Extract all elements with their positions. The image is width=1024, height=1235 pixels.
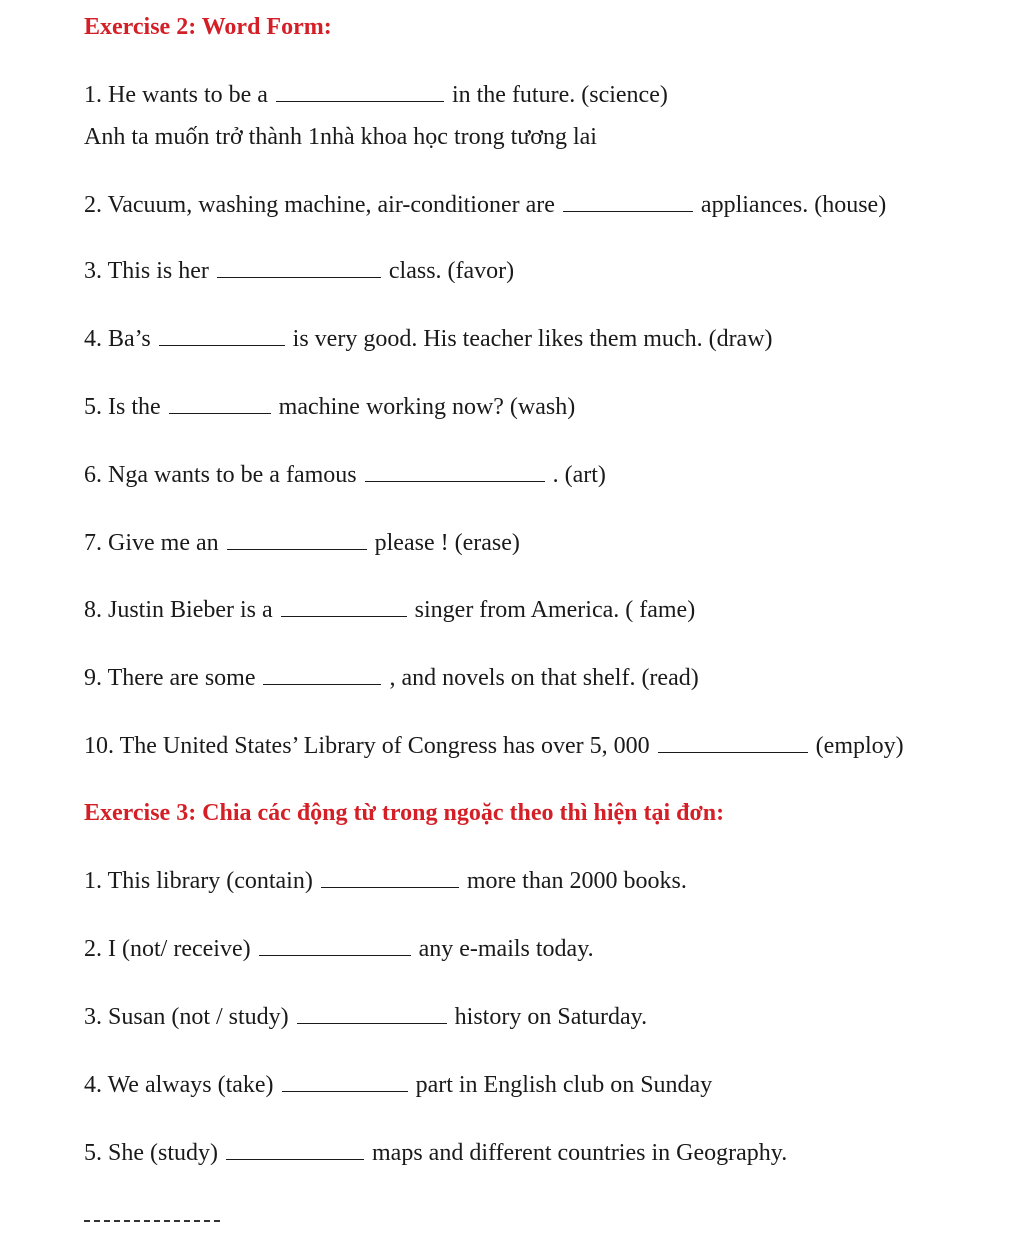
- item-text-before: 1. This library (contain): [84, 868, 313, 894]
- answer-blank[interactable]: [563, 193, 693, 212]
- ex3-item-2: [84, 934, 594, 964]
- item-text-before: 10. The United States’ Library of Congress has over 5, 000: [84, 733, 650, 759]
- item-text-before: 2. Vacuum, washing machine, air-conditioner are: [84, 192, 555, 218]
- item-text-before: 4. We always (take): [84, 1072, 274, 1098]
- item-text-before: 8. Justin Bieber is a: [84, 597, 273, 623]
- ex2-item-8: [84, 595, 695, 625]
- item-text-before: 2. I (not/ receive): [84, 936, 251, 962]
- answer-blank[interactable]: [217, 259, 381, 278]
- item-text-before: 9. There are some: [84, 665, 256, 691]
- item-text-before: 4. Ba’s: [84, 326, 151, 352]
- item-text-after: history on Saturday.: [454, 1004, 648, 1030]
- footer-dashed-rule: [84, 1220, 220, 1222]
- ex2-item-7: [84, 528, 520, 558]
- item-text-after: in the future. (science): [451, 82, 668, 108]
- ex2-item-1: [84, 80, 668, 110]
- ex2-item-4: [84, 324, 773, 354]
- exercise-2-heading: Exercise 2: Word Form:: [84, 14, 332, 40]
- ex3-item-3: [84, 1002, 647, 1032]
- item-text-before: 6. Nga wants to be a famous: [84, 462, 357, 488]
- answer-blank[interactable]: [281, 598, 407, 617]
- ex2-item-10: [84, 731, 904, 761]
- exercise-3-heading: Exercise 3: Chia các động từ trong ngoặc theo thì hiện tại đơn:: [84, 800, 725, 826]
- answer-blank[interactable]: [259, 937, 411, 956]
- ex3-item-1: [84, 866, 687, 896]
- ex2-item-2: [84, 190, 886, 220]
- answer-blank[interactable]: [658, 734, 808, 753]
- answer-blank[interactable]: [263, 666, 381, 685]
- item-text-after: machine working now? (wash): [278, 394, 576, 420]
- item-text-before: 1. He wants to be a: [84, 82, 268, 108]
- answer-blank[interactable]: [365, 463, 545, 482]
- item-text-after: . (art): [552, 462, 606, 488]
- answer-blank[interactable]: [321, 869, 459, 888]
- item-text-before: 5. Is the: [84, 394, 161, 420]
- answer-blank[interactable]: [297, 1005, 447, 1024]
- ex2-item-1-translation: Anh ta muốn trở thành 1nhà khoa học trong tương lai: [84, 124, 597, 150]
- answer-blank[interactable]: [226, 1141, 364, 1160]
- ex2-item-6: [84, 460, 606, 490]
- item-text-after: singer from America. ( fame): [414, 597, 696, 623]
- answer-blank[interactable]: [159, 327, 285, 346]
- item-text-after: more than 2000 books.: [466, 868, 687, 894]
- item-text-before: 5. She (study): [84, 1140, 218, 1166]
- item-text-before: 3. This is her: [84, 258, 209, 284]
- answer-blank[interactable]: [227, 531, 367, 550]
- item-text-after: , and novels on that shelf. (read): [389, 665, 699, 691]
- item-text-after: any e-mails today.: [418, 936, 594, 962]
- ex3-item-4: [84, 1070, 712, 1100]
- answer-blank[interactable]: [282, 1073, 408, 1092]
- item-text-after: (employ): [815, 733, 904, 759]
- item-text-after: please ! (erase): [374, 530, 520, 556]
- ex2-item-9: [84, 663, 699, 693]
- ex2-item-3: [84, 256, 514, 286]
- item-text-before: 3. Susan (not / study): [84, 1004, 289, 1030]
- answer-blank[interactable]: [276, 83, 444, 102]
- ex3-item-5: [84, 1138, 787, 1168]
- item-text-after: part in English club on Sunday: [415, 1072, 713, 1098]
- item-text-before: 7. Give me an: [84, 530, 219, 556]
- item-text-after: is very good. His teacher likes them much. (draw): [292, 326, 773, 352]
- item-text-after: maps and different countries in Geography.: [372, 1140, 788, 1166]
- item-text-after: appliances. (house): [700, 192, 887, 218]
- item-text-after: class. (favor): [388, 258, 515, 284]
- ex2-item-5: [84, 392, 575, 422]
- answer-blank[interactable]: [169, 395, 271, 414]
